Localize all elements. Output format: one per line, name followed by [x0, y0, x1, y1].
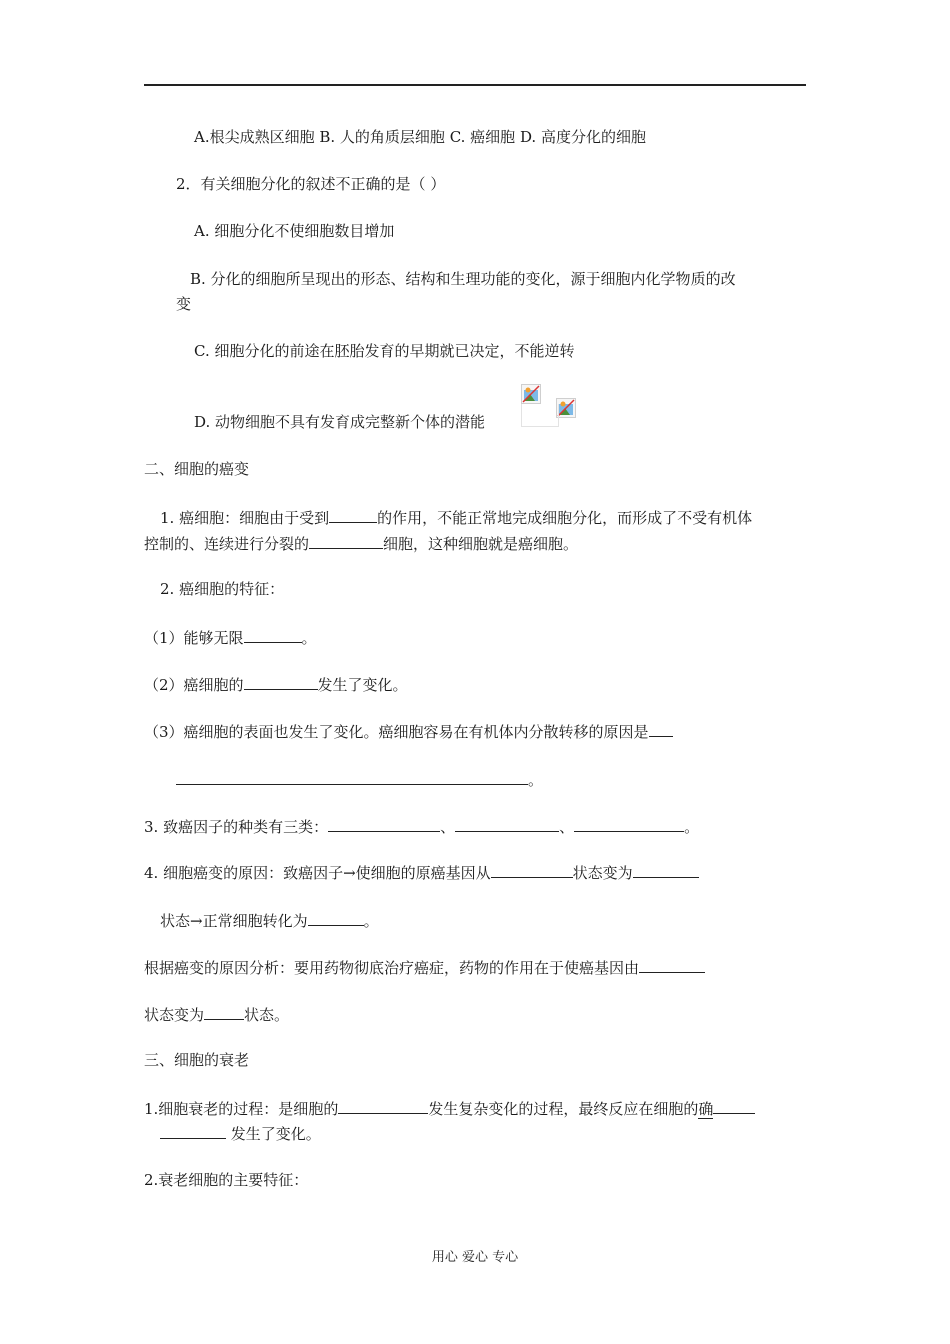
section-3-title: 三、细胞的衰老 — [144, 1051, 250, 1069]
fill-blank[interactable] — [455, 815, 559, 832]
fill-blank[interactable] — [649, 720, 673, 737]
fill-blank[interactable] — [639, 956, 705, 973]
header-rule — [144, 84, 806, 86]
sec2-p5-line1: 根据癌变的原因分析：要用药物彻底治疗癌症，药物的作用在于使癌基因由 — [144, 956, 705, 979]
broken-image-icon — [521, 384, 541, 404]
image-frame — [521, 404, 559, 427]
fill-blank[interactable] — [633, 861, 699, 878]
q2-option-b-line1: B. 分化的细胞所呈现出的形态、结构和生理功能的变化，源于细胞内化学物质的改 — [190, 270, 736, 288]
sec3-p1-line1: 1.细胞衰老的过程：是细胞的 发生复杂变化的过程，最终反应在细胞的确 — [144, 1097, 755, 1120]
broken-image-icon — [556, 398, 576, 418]
feature-3: （3）癌细胞的表面也发生了变化。癌细胞容易在有机体内分散转移的原因是 — [144, 720, 673, 743]
sec2-p1-line2: 控制的、连续进行分裂的 细胞，这种细胞就是癌细胞。 — [144, 532, 578, 555]
fill-blank[interactable] — [160, 1122, 226, 1139]
fill-blank[interactable] — [713, 1097, 755, 1114]
fill-blank[interactable] — [176, 768, 528, 785]
fill-blank[interactable] — [309, 532, 383, 549]
sec2-p4-line1: 4. 细胞癌变的原因：致癌因子→使细胞的原癌基因从 状态变为 — [144, 861, 699, 884]
fill-blank[interactable] — [244, 626, 302, 643]
q2-option-d: D. 动物细胞不具有发育成完整新个体的潜能 — [194, 413, 486, 431]
q2-option-a: A. 细胞分化不使细胞数目增加 — [194, 222, 395, 240]
q1-options: A.根尖成熟区细胞 B. 人的角质层细胞 C. 癌细胞 D. 高度分化的细胞 — [194, 128, 646, 146]
q2-option-b-line2: 变 — [176, 295, 192, 313]
sec2-p4-line2: 状态→正常细胞转化为 。 — [160, 909, 379, 932]
sec2-p1-line1: 1. 癌细胞：细胞由于受到 的作用，不能正常地完成细胞分化，而形成了不受有机体 — [160, 506, 752, 529]
fill-blank[interactable] — [244, 673, 318, 690]
page-footer: 用心 爱心 专心 — [431, 1250, 519, 1265]
sec2-p5-line2: 状态变为 状态。 — [144, 1003, 289, 1026]
q2-option-c: C. 细胞分化的前途在胚胎发育的早期就已决定，不能逆转 — [194, 342, 575, 360]
sec3-p2: 2.衰老细胞的主要特征： — [144, 1171, 309, 1189]
fill-blank[interactable] — [491, 861, 573, 878]
sec2-p2: 2. 癌细胞的特征： — [160, 580, 285, 598]
sec2-p3: 3. 致癌因子的种类有三类： 、 、 。 — [144, 815, 699, 838]
fill-blank[interactable] — [329, 506, 377, 523]
fill-blank[interactable] — [338, 1097, 428, 1114]
fill-blank[interactable] — [204, 1003, 244, 1020]
fill-blank[interactable] — [328, 815, 440, 832]
feature-2: （2）癌细胞的 发生了变化。 — [144, 673, 408, 696]
feature-3-cont: 。 — [176, 768, 543, 791]
q2-stem: 2．有关细胞分化的叙述不正确的是（ ） — [176, 175, 446, 193]
fill-blank[interactable] — [308, 909, 364, 926]
sec3-p1-line2: 发生了变化。 — [160, 1122, 321, 1145]
section-2-title: 二、细胞的癌变 — [144, 460, 250, 478]
feature-1: （1）能够无限 。 — [144, 626, 317, 649]
fill-blank[interactable] — [574, 815, 684, 832]
